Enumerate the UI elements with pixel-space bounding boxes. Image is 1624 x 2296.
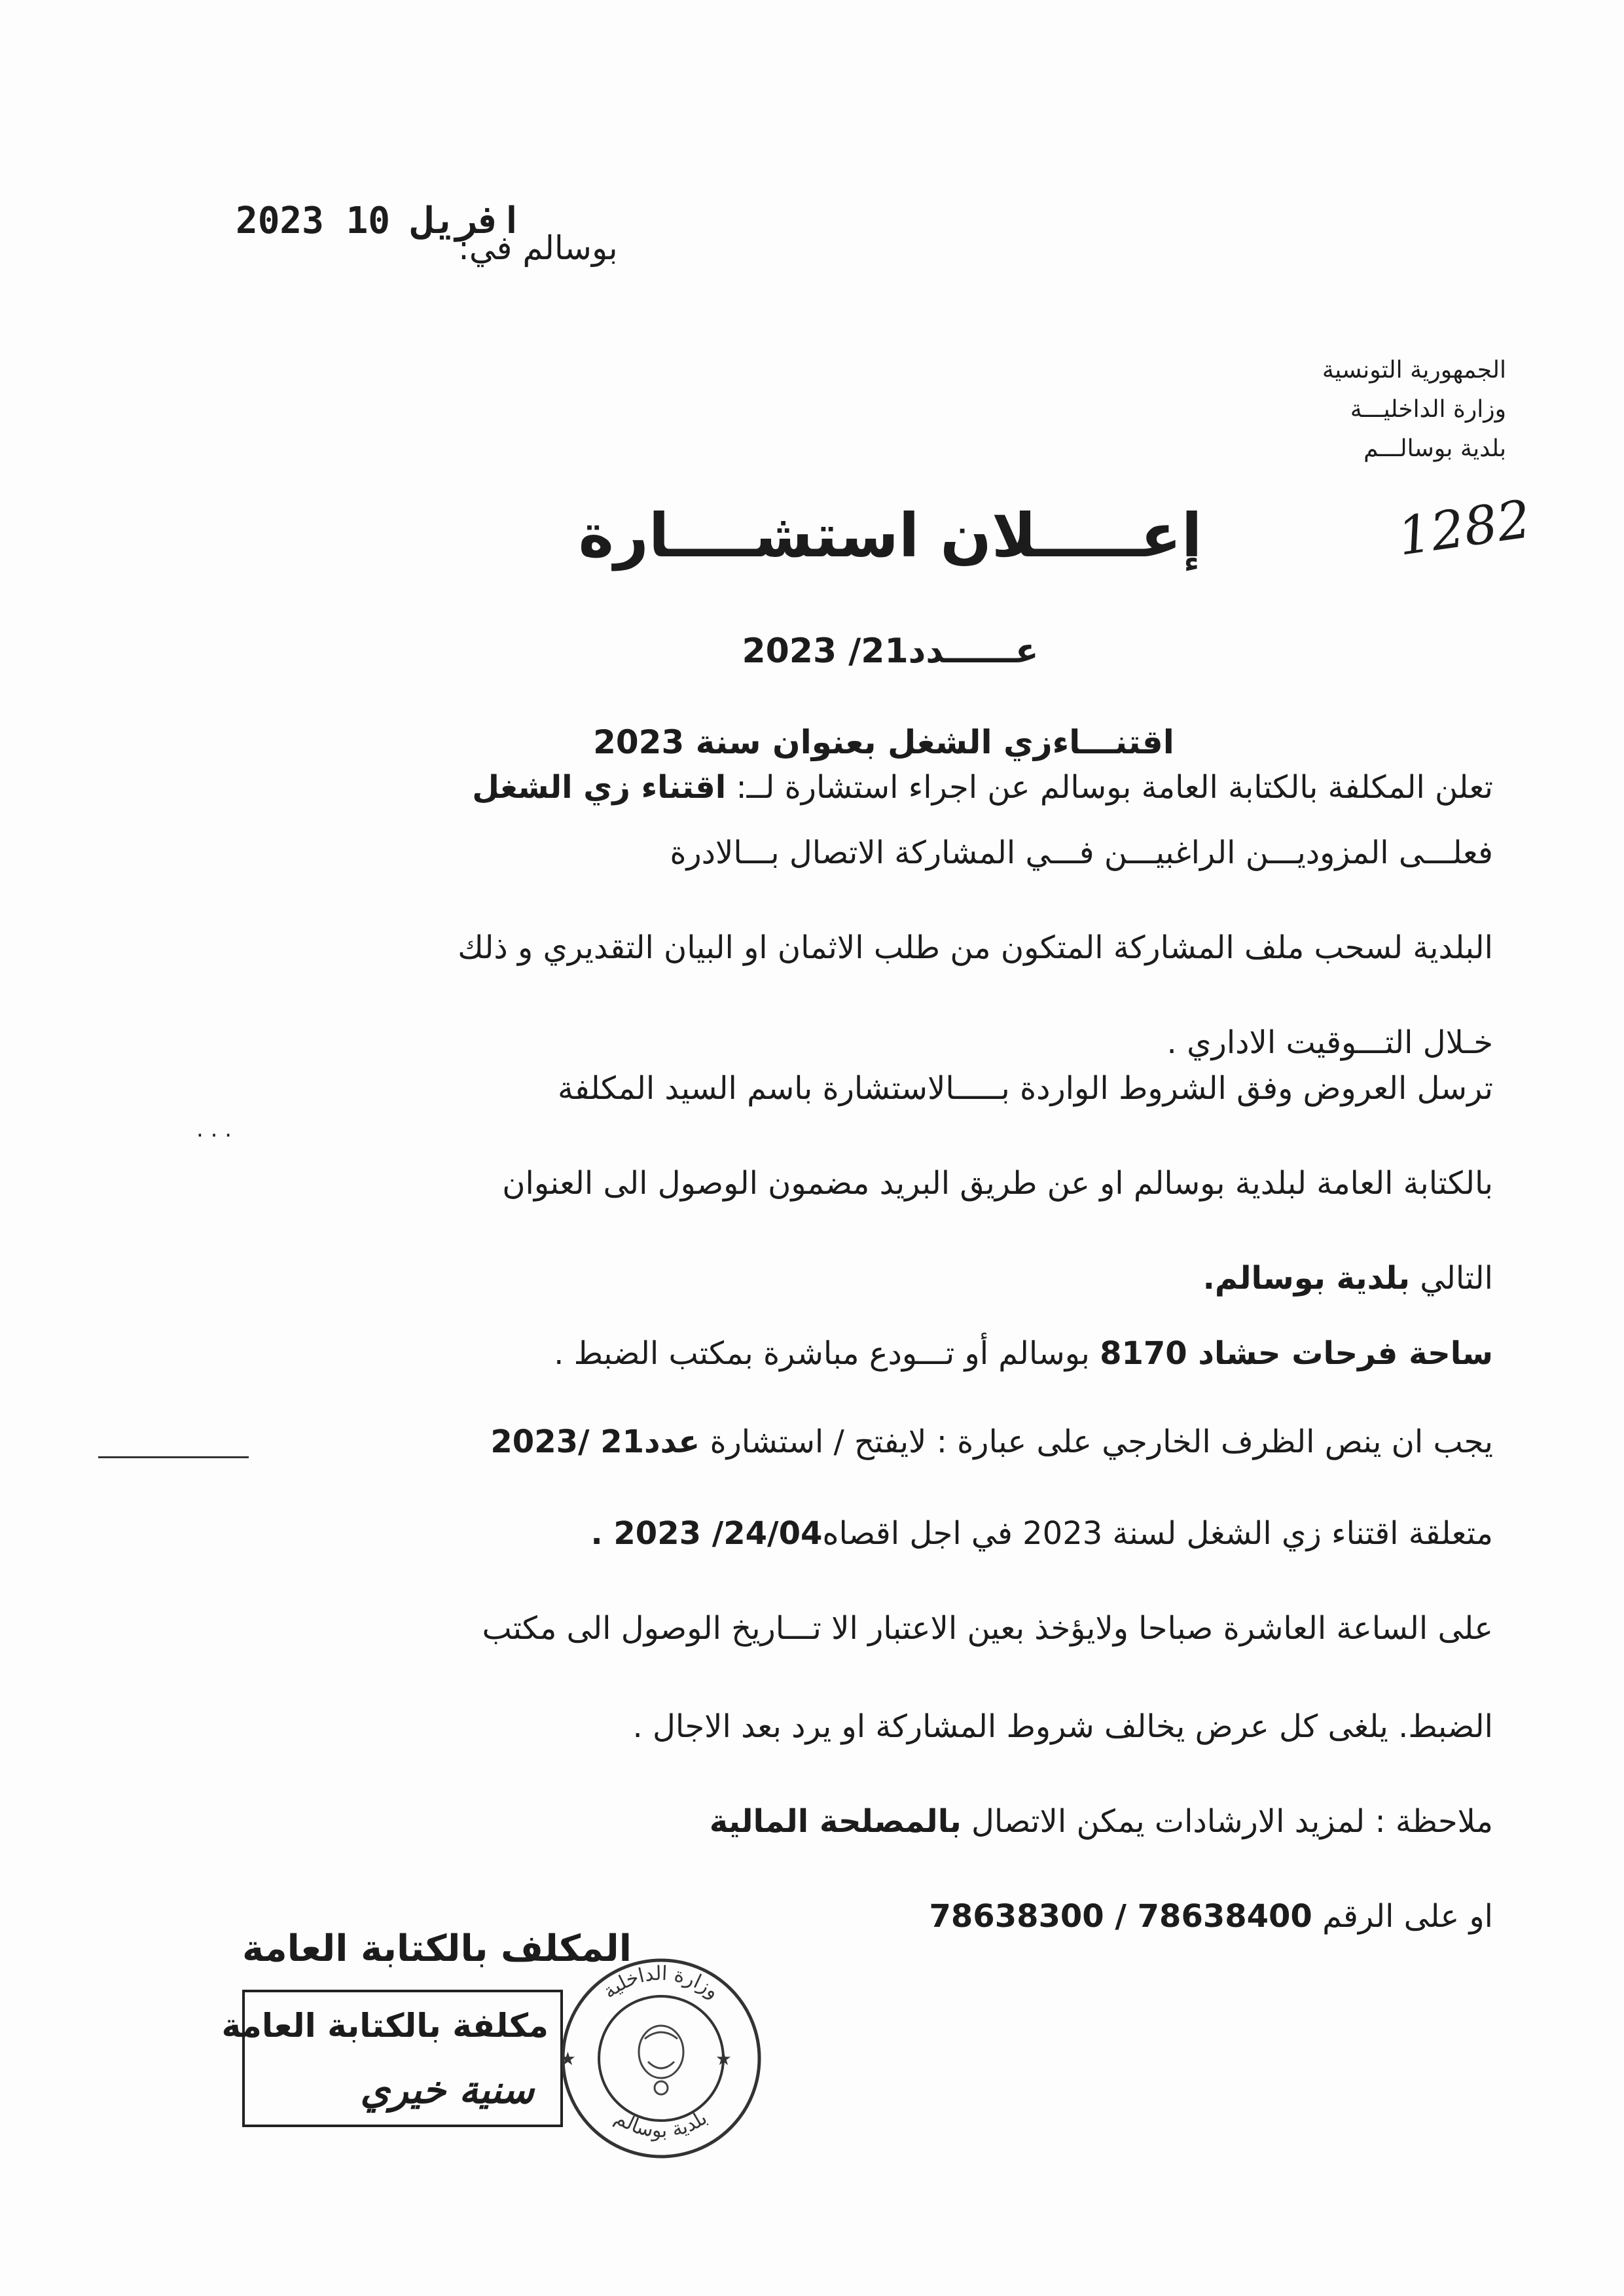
- body-line-2: فعلـــى المزوديـــن الراغبيـــن فـــي المشاركة الاتصال بـــالادرة: [670, 834, 1493, 871]
- body-line-7: [282, 1260, 1493, 1297]
- body-line-6: بالكتابة العامة لبلدية بوسالم او عن طريق البريد مضمون الوصول الى العنوان: [502, 1165, 1493, 1202]
- body-line-7-bold: بلدية بوسالم.: [1202, 1260, 1411, 1297]
- consultation-number: عــــــدد21/ 2023: [742, 632, 1039, 671]
- seal-emblem-icon: [639, 2026, 683, 2094]
- signature-box-title: مكلفة بالكتابة العامة: [221, 2007, 549, 2045]
- body-line-9-text: يجب ان ينص الظرف الخارجي على عبارة : لايفتح / استشارة: [700, 1424, 1493, 1460]
- body-line-1: [282, 769, 1493, 806]
- header-republic: الجمهورية التونسية: [1322, 357, 1506, 384]
- body-line-8-bold: ساحة فرحات حشاد 8170: [1100, 1335, 1493, 1372]
- official-seal-icon: [556, 1954, 766, 2163]
- body-line-12: الضبط. يلغى كل عرض يخالف شروط المشاركة او يرد بعد الاجال .: [632, 1708, 1493, 1745]
- body-line-10-text: متعلقة اقتناء زي الشغل لسنة 2023 في اجل اقصاه: [822, 1515, 1493, 1552]
- body-line-3: البلدية لسحب ملف المشاركة المتكون من طلب الاثمان او البيان التقديري و ذلك: [458, 929, 1493, 966]
- body-line-1-text: تعلن المكلفة بالكتابة العامة بوسالم عن اجراء استشارة لــ:: [726, 769, 1493, 806]
- stray-marks: · · ·: [196, 1122, 232, 1149]
- handwritten-reference-number: 1282: [1394, 488, 1535, 567]
- body-line-14-bold: 78638300 / 78638400: [929, 1898, 1312, 1935]
- body-line-13: [282, 1803, 1493, 1840]
- body-line-8-text: بوسالم أو تـــودع مباشرة بمكتب الضبط .: [554, 1335, 1100, 1372]
- seal-bottom-text: بلدية بوسالم: [611, 2106, 712, 2143]
- seal-top-text: وزارة الداخلية: [598, 1962, 724, 2003]
- body-line-5: ترسل العروض وفق الشروط الواردة بـــــالاستشارة باسم السيد المكلفة: [558, 1070, 1493, 1107]
- signature-stamp-box: [221, 1990, 563, 2127]
- body-line-10-bold: 24/04/ 2023 .: [590, 1515, 823, 1552]
- seal-star-left: ★: [559, 2048, 576, 2070]
- body-line-11: على الساعة العاشرة صباحا ولايؤخذ بعين الاعتبار الا تـــاريخ الوصول الى مكتب: [482, 1610, 1493, 1647]
- body-line-10: [282, 1515, 1493, 1552]
- body-line-1-bold: اقتناء زي الشغل: [472, 769, 727, 806]
- signer-title: المكلف بالكتابة العامة: [242, 1928, 632, 1970]
- body-line-9-bold: عدد21 /2023: [490, 1424, 700, 1460]
- date-stamp: 2023 افريل 10: [236, 200, 523, 242]
- body-line-8: [262, 1335, 1493, 1372]
- page-title: إعـــــلان استشــــارة: [578, 501, 1202, 571]
- date-label: بوسالم في:: [458, 229, 618, 267]
- body-line-4: خـلال التـــوقيت الاداري .: [1166, 1024, 1493, 1061]
- body-line-9: [282, 1424, 1493, 1460]
- body-line-7-text: التالي: [1410, 1260, 1493, 1297]
- body-line-13-bold: بالمصلحة المالية: [709, 1803, 962, 1840]
- seal-inner-ring: [599, 1996, 723, 2121]
- subject-line: اقتنـــاءزي الشغل بعنوان سنة 2023: [593, 723, 1174, 761]
- handwritten-rule: [98, 1456, 249, 1458]
- seal-star-right: ★: [715, 2048, 732, 2070]
- signature-box-name: سنية خيري: [360, 2068, 534, 2112]
- header-ministry: وزارة الداخليـــة: [1350, 396, 1506, 423]
- header-municipality: بلدية بوسالـــم: [1363, 435, 1506, 462]
- body-line-14-text: او على الرقم: [1312, 1898, 1493, 1935]
- body-line-13-text: ملاحظة : لمزيد الارشادات يمكن الاتصال: [961, 1803, 1493, 1840]
